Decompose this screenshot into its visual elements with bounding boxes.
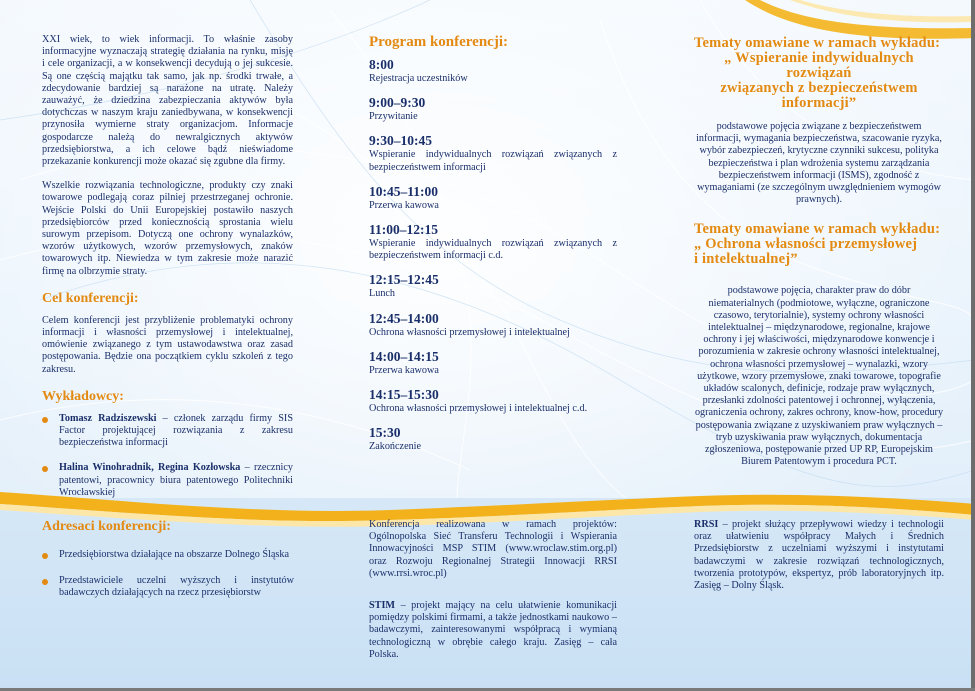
- projects-section: [369, 519, 617, 673]
- program-time: 12:15–12:45: [369, 272, 439, 288]
- bullet-icon: [42, 417, 48, 423]
- program-time: 11:00–12:15: [369, 222, 438, 238]
- topic-body-security: podstawowe pojęcia związane z bezpieczeństwem informacji, wymagania bezpieczeństwa, szacowanie ryzyka, wybór zabezpieczeń, krytyczne czynniki sukcesu, polityka bezpieczeństwa i plan wdrożenia systemu zarządzania bezpieczeństwem informacji (ISMS), zgodność z wymaganiami (ze szczególnym uwzględnieniem wymogów prawnych).: [696, 121, 942, 206]
- intro-paragraph-1: XXI wiek, to wiek informacji. To właśnie zasoby informacyjne wyznaczają strategię działania na rynku, misję i cele organizacji, a w konsekwencji decydują o jej sukcesie. Są one częścią majątku tak samo, jak np. środki trwałe, a zdecydowanie bardziej są narażone na utratę. Należy zauważyć, że dziedzina zabezpieczania aktywów była dotychczas w naszym kraju zaniedbywana, w konsekwencji przynosiła wymierne straty organizacjom. Informacje gospodarcze należą do newralgicznych aktywów przedsiębiorstwa, a ich celowe bądź nieświadome przekazanie konkurencji może okazać się zgubne dla firmy.: [42, 34, 293, 168]
- lecturer-item: [42, 462, 293, 499]
- program-time: 8:00: [369, 57, 394, 72]
- lecturer-name: Tomasz Radziszewski: [59, 412, 157, 424]
- audience-section: [42, 518, 294, 613]
- rrsi-label: RRSI: [694, 519, 719, 530]
- topic-title-line: Tematy omawiane w ramach wykładu:: [694, 35, 941, 51]
- projects-intro: Konferencja realizowana w ramach projektów: Ogólnopolska Sieć Transferu Technologii i Wspierania Innowacyjności MSP STIM (www.wroclaw.stim.org.pl) oraz Rozwoju Regionalnej Strategii Innowacji RRSI (www.rrsi.wroc.pl): [369, 519, 617, 579]
- audience-text: Przedstawiciele uczelni wyższych i instytutów badawczych działających na rzecz przesiębiorstw: [59, 575, 294, 599]
- audience-list: [42, 549, 294, 600]
- program-item: [369, 222, 617, 262]
- topic-title-security: [694, 36, 944, 111]
- audience-item: [42, 549, 294, 561]
- program-item: [369, 57, 617, 85]
- program-time: 12:45–14:00: [369, 310, 439, 326]
- program-column: [369, 34, 617, 463]
- bullet-icon: [42, 466, 48, 472]
- stim-label: STIM: [369, 600, 396, 612]
- program-item: [369, 133, 617, 173]
- bullet-icon: [42, 553, 48, 559]
- rrsi-section: [694, 519, 944, 604]
- program-time: 9:30–10:45: [369, 133, 432, 149]
- program-item: [369, 184, 617, 212]
- left-column: [42, 34, 293, 512]
- program-desc: Ochrona własności przemysłowej i intelektualnej: [369, 326, 570, 338]
- goal-heading: Cel konferencji:: [42, 290, 139, 306]
- program-time: 14:15–15:30: [369, 387, 439, 403]
- rrsi-text: – projekt służący przepływowi wiedzy i technologii oraz ułatwieniu współpracy Małych i Średnich Przedsiębiorstw z uczelniami wyższymi i instytutami badawczymi w zakresie rozwiązań technologicznych, tworzenia prototypów, ekspertyz, prób laboratoryjnych itp. Zasięg – Dolny Śląsk.: [694, 519, 944, 592]
- program-desc: Ochrona własności przemysłowej i intelektualnej c.d.: [369, 403, 588, 415]
- program-time: 15:30: [369, 425, 401, 441]
- program-desc: Wspieranie indywidualnych rozwiązań związanych z bezpieczeństwem informacji: [369, 149, 617, 173]
- program-desc: Wspieranie indywidualnych rozwiązań związanych z bezpieczeństwem informacji c.d.: [369, 238, 617, 262]
- topic-body-ip: podstawowe pojęcia, charakter praw do dóbr niematerialnych (podmiotowe, wyłączne, ograniczone czasowo, terytorialnie), systemy ochrony własności intelektualnej – międzynarodowe, regionalne, krajowe ochrony i jej właściwości, międzynarodowe konwencje i porozumienia w zakresie ochrony własności intelektualnej, ochrona własności przemysłowej – wynalazki, wzory użytkowe, wzory przemysłowe, znaki towarowe, topografie układów scalonych, definicje, rodzaje praw wyłącznych, przesłanki zdolności patentowej i ochronnej, wyłączenia, ograniczenia ochrony, zakres ochrony, know-how, procedury postępowania związane z uzyskiwaniem praw wyłącznych – tryb uzyskiwania praw wyłącznych, dokumentacja zgłoszeniowa, postępowanie przed UP RP, Europejskim Biurem Patentowym i procedura PCT.: [694, 285, 944, 468]
- intro-paragraph-2: Wszelkie rozwiązania technologiczne, produkty czy znaki towarowe podlegają coraz pilniej przestrzeganej ochronie. Wejście Polski do Unii Europejskiej postawiło naszych przedsiębiorców przed koniecznością sprostania wielu surowym przepisom. Dotyczą one ochrony wynalazków, wzorów użytkowych, wzorów przemysłowych, znaków towarowych itp. Niewiedza w tym zakresie może narazić firmę na olbrzymie straty.: [42, 180, 293, 277]
- bullet-icon: [42, 579, 48, 585]
- rrsi-description: [694, 519, 944, 592]
- topic-title-ip: [694, 222, 944, 267]
- lecturers-list: [42, 413, 293, 499]
- lecturer-name: Halina Winohradnik, Regina Kozłowska: [59, 462, 241, 474]
- topic-title-line: związanych z bezpieczeństwem informacji”: [720, 80, 918, 111]
- lecturer-desc: – rzecznicy patentowi, pracownicy biura patentowego Politechniki Wrocławskiej: [59, 462, 293, 498]
- audience-heading: Adresaci konferencji:: [42, 519, 171, 534]
- program-desc: Rejestracja uczestników: [369, 73, 468, 84]
- lecturer-item: [42, 413, 293, 450]
- stim-description: [369, 600, 617, 661]
- program-item: [369, 272, 617, 300]
- program-heading: Program konferencji:: [369, 34, 508, 50]
- program-desc: Zakończenie: [369, 441, 422, 453]
- right-edge-border: [971, 0, 975, 691]
- topic-title-line: „ Wspieranie indywidualnych rozwiązań: [724, 50, 914, 81]
- program-item: [369, 425, 617, 453]
- program-desc: Przerwa kawowa: [369, 364, 439, 376]
- goal-text: Celem konferencji jest przybliżenie problematyki ochrony informacji i własności przemysłowej i intelektualnej, omówienie związanego z tym ustawodawstwa oraz zasad postępowania. Będzie ona początkiem cyklu szkoleń z tego zakresu.: [42, 314, 293, 375]
- stim-text: – projekt mający na celu ułatwienie komunikacji pomiędzy polskimi firmami, a także jednostkami naukowo – badawczymi, zainteresowanymi współpracą i wymianą technologiczną w obrębie całego kraju. Zasięg – cała Polska.: [369, 600, 617, 660]
- program-item: [369, 349, 617, 377]
- topic-title-line: Tematy omawiane w ramach wykładu:: [694, 221, 941, 238]
- program-desc: Lunch: [369, 288, 396, 300]
- program-time: 9:00–9:30: [369, 95, 426, 111]
- lecturer-desc: – członek zarządu firmy SIS Factor projektującej rozwiązania z zakresu bezpieczeństwa informacji: [59, 412, 293, 449]
- program-desc: Przerwa kawowa: [369, 199, 439, 211]
- audience-item: [42, 575, 294, 599]
- program-item: [369, 311, 617, 339]
- program-desc: Przywitanie: [369, 111, 418, 123]
- program-time: 14:00–14:15: [369, 348, 439, 364]
- topic-title-line: „ Ochrona własności przemysłowej: [694, 236, 918, 253]
- program-item: [369, 95, 617, 123]
- program-item: [369, 387, 617, 415]
- program-time: 10:45–11:00: [369, 183, 438, 199]
- topics-column: [694, 36, 944, 480]
- audience-text: Przedsiębiorstwa działające na obszarze Dolnego Śląska: [59, 549, 289, 560]
- lecturers-heading: Wykładowcy:: [42, 388, 124, 404]
- topic-title-line: i intelektualnej”: [694, 251, 798, 268]
